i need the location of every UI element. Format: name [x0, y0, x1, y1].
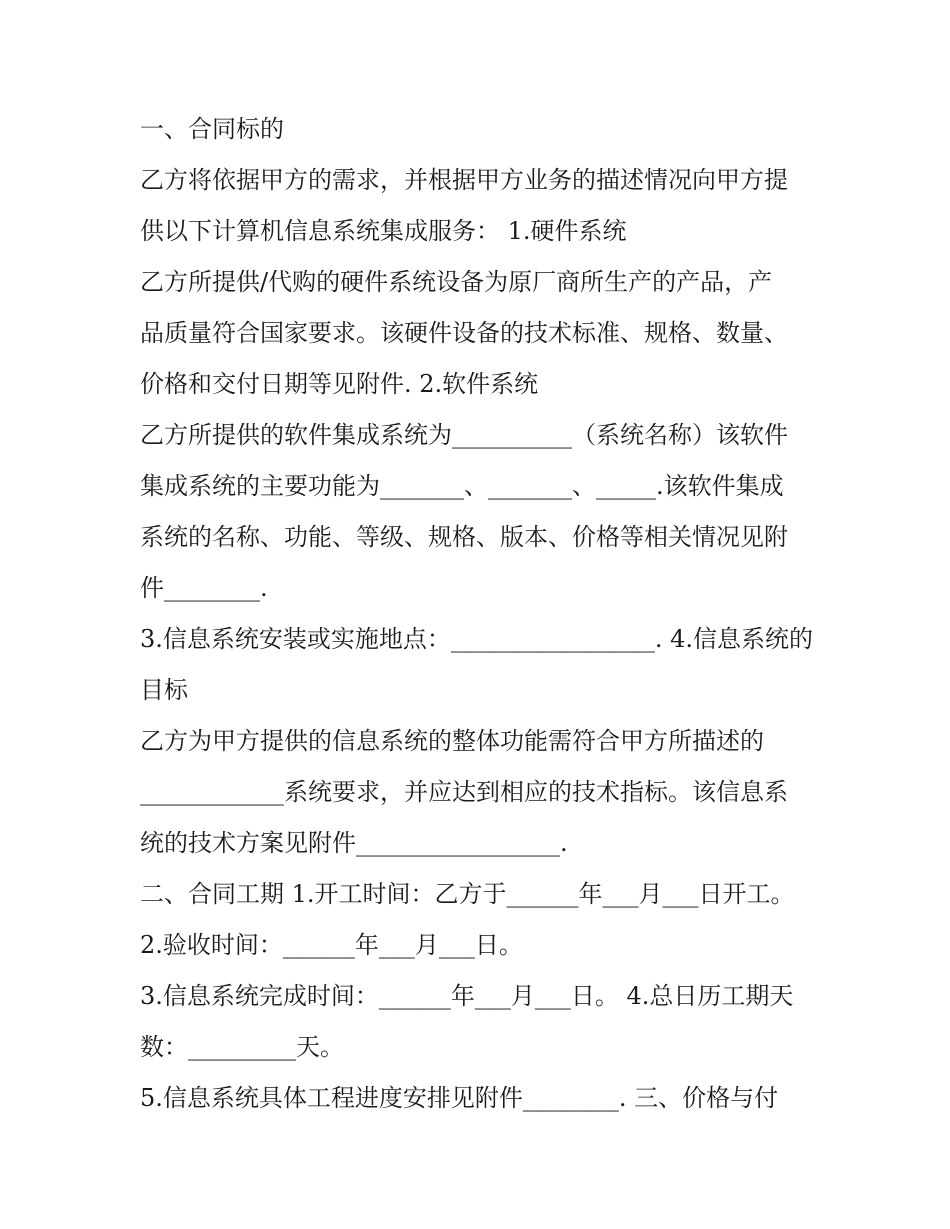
paragraph-line: 乙方为甲方提供的信息系统的整体功能需符合甲方所描述的 — [140, 727, 764, 755]
paragraph-line: 乙方所提供的软件集成系统为__________（系统名称）该软件 — [140, 421, 788, 449]
paragraph-line: 集成系统的主要功能为_______、_______、_____.该软件集成 — [140, 472, 784, 500]
paragraph-line: 供以下计算机信息系统集成服务： 1.硬件系统 — [140, 217, 627, 245]
section-heading-contract-period: 二、合同工期 1.开工时间：乙方于______年___月___日开工。 — [140, 880, 795, 908]
paragraph-line: 目标 — [140, 676, 188, 704]
paragraph-line: 2.验收时间：______年___月___日。 — [140, 931, 523, 959]
paragraph-line: 3.信息系统安装或实施地点：_________________. 4.信息系统的 — [140, 625, 814, 653]
paragraph-line: 件________. — [140, 574, 268, 602]
document-body — [140, 104, 820, 1124]
paragraph-line: 价格和交付日期等见附件. 2.软件系统 — [140, 370, 539, 398]
paragraph-line: 5.信息系统具体工程进度安排见附件________. 三、价格与付 — [140, 1084, 779, 1112]
paragraph-line: 统的技术方案见附件_________________. — [140, 829, 568, 857]
paragraph-line: 品质量符合国家要求。该硬件设备的技术标准、规格、数量、 — [140, 319, 788, 347]
paragraph-line: 数：_________天。 — [140, 1033, 344, 1061]
paragraph-line: 系统的名称、功能、等级、规格、版本、价格等相关情况见附 — [140, 523, 788, 551]
paragraph-line: 乙方所提供/代购的硬件系统设备为原厂商所生产的产品，产 — [140, 268, 773, 296]
section-heading-contract-subject: 一、合同标的 — [140, 115, 284, 143]
paragraph-line: ____________系统要求，并应达到相应的技术指标。该信息系 — [140, 778, 788, 806]
paragraph-line: 3.信息系统完成时间：______年___月___日。 4.总日历工期天 — [140, 982, 794, 1010]
paragraph-line: 乙方将依据甲方的需求，并根据甲方业务的描述情况向甲方提 — [140, 166, 788, 194]
